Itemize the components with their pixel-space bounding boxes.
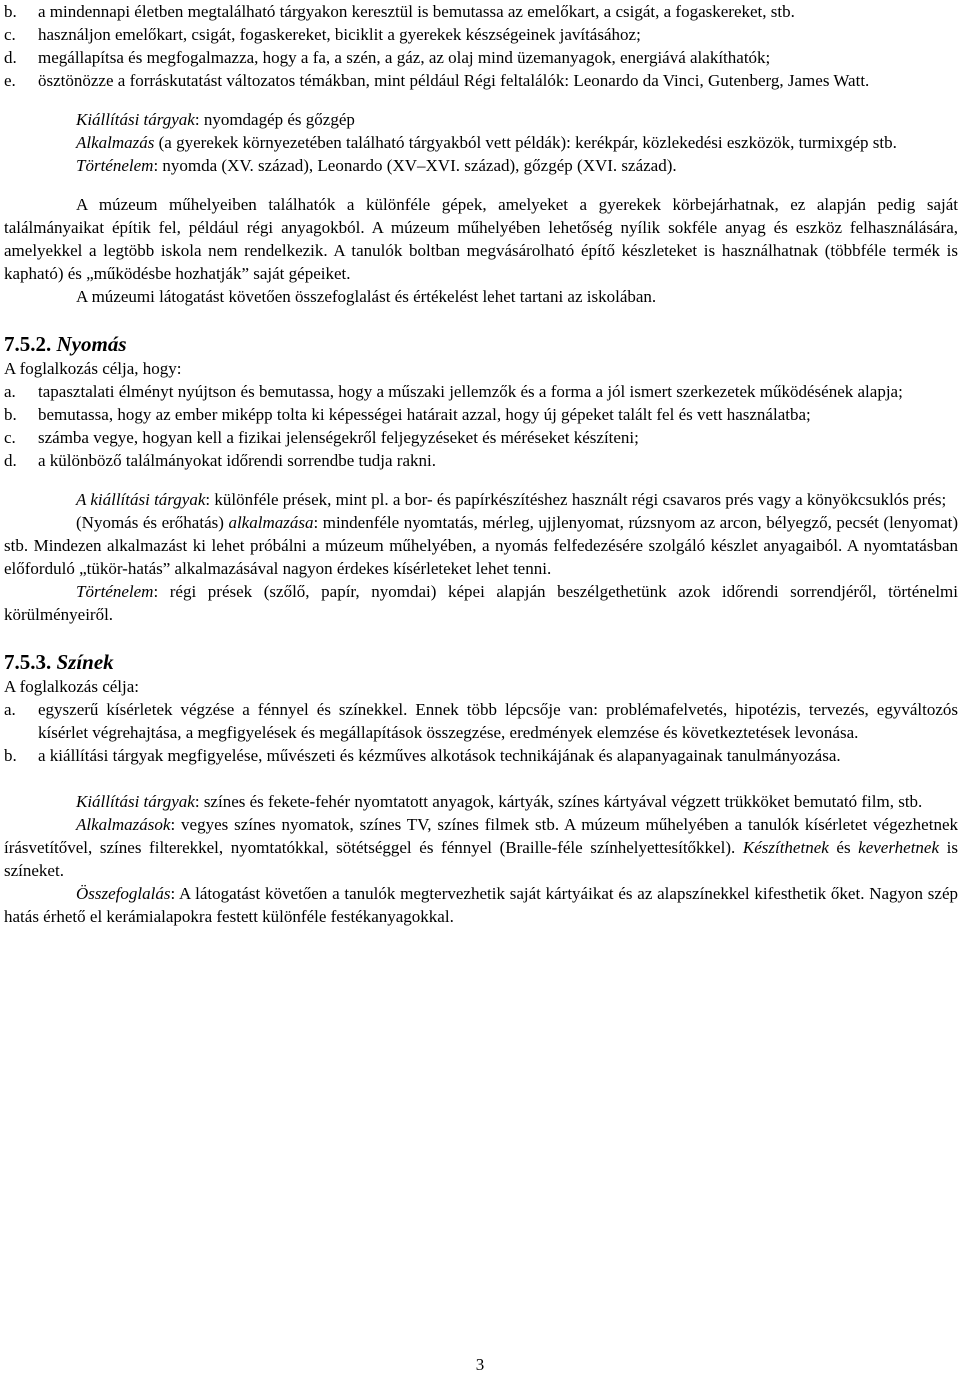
and-text: és — [828, 838, 859, 857]
application-paragraph — [4, 131, 958, 154]
list-text: megállapítsa és megfogalmazza, hogy a fa, a szén, a gáz, az olaj mind üzemanyagok, energiává alakíthatók; — [38, 48, 771, 67]
list-text: a kiállítási tárgyak megfigyelése, művészeti és kézműves alkotások technikájának és alapanyagainak tanulmányozása. — [38, 746, 841, 765]
goal-label: A foglalkozás célja, hogy: — [4, 359, 182, 378]
application-label: Alkalmazások — [76, 815, 171, 834]
history-paragraph — [4, 154, 958, 177]
list-text: bemutassa, hogy az ember miképp tolta ki képességei határait azzal, hogy új gépeket talált fel és vett használatba; — [38, 405, 811, 424]
list-item — [4, 426, 958, 449]
section-heading-pressure — [4, 331, 958, 357]
list-marker: d. — [4, 48, 17, 67]
list-marker: a. — [4, 382, 16, 401]
list-text: egyszerű kísérletek végzése a fénnyel és színekkel. Ennek több lépcsője van: problémafelvetés, hipotézis, tervezés, egyváltozós kísérlet végrehajtása, a megfigyelések és megállapítások összegzése, eredmények elemzése és következtetések levonása. — [38, 700, 958, 742]
goal-list — [4, 380, 958, 472]
mix-tail: is színeket. — [4, 838, 958, 880]
summary-paragraph — [4, 882, 958, 928]
list-text: ösztönözze a forráskutatást változatos témákban, mint például Régi feltalálók: Leonardo da Vinci, Gutenberg, James Watt. — [38, 71, 870, 90]
mix-label: keverhetnek — [858, 838, 940, 857]
list-marker: a. — [4, 700, 16, 719]
exhibits-text: : színes és fekete-fehér nyomtatott anyagok, kártyák, színes kártyával végzett trükköket bemutató film, stb. — [194, 792, 923, 811]
application-text: : mindenféle nyomtatás, mérleg, ujjlenyomat, rúzsnyom az arcon, bélyegző, pecsét (lenyomat) stb. Mindezen alkalmazást ki lehet próbálni a múzeum műhelyében, a nyomás felfedezésére szolgáló készlet anyagaiból. A nyomtatásban előforduló „tükör-hatás” alkalmazásával nagyon érdekes kísérleteket lehet tenni. — [4, 513, 959, 578]
application-text: : vegyes színes nyomatok, színes TV, színes filmek stb. A múzeum műhelyében a tanulók kísérletet végezhetnek írásvetítővel, színes filterekkel, nyomtatókkal, sötétséggel és fénnyel (Braille-féle színhelyettesítőkkel). — [4, 815, 958, 857]
list-item — [4, 403, 958, 426]
list-text: tapasztalati élményt nyújtson és bemutassa, hogy a műszaki jellemzők és a forma a jól ismert szerkezetek működésének alapja; — [38, 382, 903, 401]
list-item — [4, 380, 958, 403]
list-marker: b. — [4, 746, 17, 765]
goal-label: A foglalkozás célja: — [4, 677, 140, 696]
history-label: Történelem — [76, 156, 154, 175]
list-marker: d. — [4, 451, 17, 470]
exhibits-paragraph — [4, 790, 958, 813]
application-label: alkalmazása — [228, 513, 314, 532]
exhibits-text: : különféle prések, mint pl. a bor- és papírkészítéshez használt régi csavaros prés vagy a könyökcsuklós prés; — [205, 490, 947, 509]
list-marker: c. — [4, 25, 16, 44]
intro-list — [4, 0, 958, 92]
list-text: a mindennapi életben megtalálható tárgyakon keresztül is bemutassa az emelőkart, a csigát, a fogaskereket, stb. — [38, 2, 795, 21]
list-marker: e. — [4, 71, 16, 90]
list-text: számba vegye, hogyan kell a fizikai jelenségekről feljegyzéseket és méréseket készíteni; — [38, 428, 639, 447]
history-label: Történelem — [76, 582, 154, 601]
exhibits-label: Kiállítási tárgyak — [76, 110, 195, 129]
page-content — [4, 0, 958, 928]
section-heading-colors — [4, 649, 958, 675]
list-item — [4, 69, 958, 92]
list-item — [4, 698, 958, 744]
summary-label: Összefoglalás — [76, 884, 171, 903]
list-item — [4, 46, 958, 69]
exhibits-label: A kiállítási tárgyak — [76, 490, 206, 509]
history-paragraph — [4, 580, 958, 626]
application-prefix: (Nyomás és erőhatás) — [76, 513, 229, 532]
section-number: 7.5.2. — [4, 332, 52, 356]
exhibits-label: Kiállítási tárgyak — [76, 792, 195, 811]
museum-summary-paragraph: A múzeumi látogatást követően összefoglalást és értékelést lehet tartani az iskolában. — [76, 287, 657, 306]
summary-text: : A látogatást követően a tanulók megtervezhetik saját kártyáikat és az alapszínekkel kifesthetik őket. Nagyon szép hatás érhető el kerámialapokra festett különféle festékanyagokkal. — [4, 884, 958, 926]
exhibits-paragraph — [4, 488, 958, 511]
exhibits-text: : nyomdagép és gőzgép — [194, 110, 355, 129]
application-label: Alkalmazás — [76, 133, 155, 152]
page-number: 3 — [475, 1355, 485, 1374]
application-paragraph — [4, 511, 958, 580]
section-title: Színek — [56, 650, 114, 674]
section-title: Nyomás — [56, 332, 127, 356]
list-item — [4, 449, 958, 472]
history-text: : nyomda (XV. század), Leonardo (XV–XVI. század), gőzgép (XVI. század). — [153, 156, 677, 175]
list-marker: b. — [4, 405, 17, 424]
list-item — [4, 0, 958, 23]
goal-list — [4, 698, 958, 767]
history-text: : régi prések (szőlő, papír, nyomdai) képei alapján beszélgethetünk azok időrendi sorrendjéről, történelmi körülményeiről. — [4, 582, 958, 624]
list-text: használjon emelőkart, csigát, fogaskereket, biciklit a gyerekek készségeinek javításához; — [38, 25, 641, 44]
list-item — [4, 23, 958, 46]
section-number: 7.5.3. — [4, 650, 52, 674]
list-item — [4, 744, 958, 767]
list-marker: b. — [4, 2, 17, 21]
list-text: a különböző találmányokat időrendi sorrendbe tudja rakni. — [38, 451, 436, 470]
application-paragraph — [4, 813, 958, 882]
make-label: Készíthetnek — [742, 838, 829, 857]
list-marker: c. — [4, 428, 16, 447]
application-text: (a gyerekek környezetében található tárgyakból vett példák): kerékpár, közlekedési eszközök, turmixgép stb. — [154, 133, 897, 152]
museum-paragraph: A múzeum műhelyeiben találhatók a különféle gépek, amelyeket a gyerekek körbejárhatnak, ez alapján pedig saját találmányaikat építik fel, például régi anyagokból. A múzeum műhelyében lehetőség nyílik sokféle anyag és eszköz felhasználására, amelyekkel a legtöbb iskola nem rendelkezik. A tanulók boltban megvásárolható építő készleteket is használhatnak (többféle termék is kapható) és „működésbe hozhatják” saját gépeiket. — [4, 195, 958, 283]
exhibits-paragraph — [4, 108, 958, 131]
